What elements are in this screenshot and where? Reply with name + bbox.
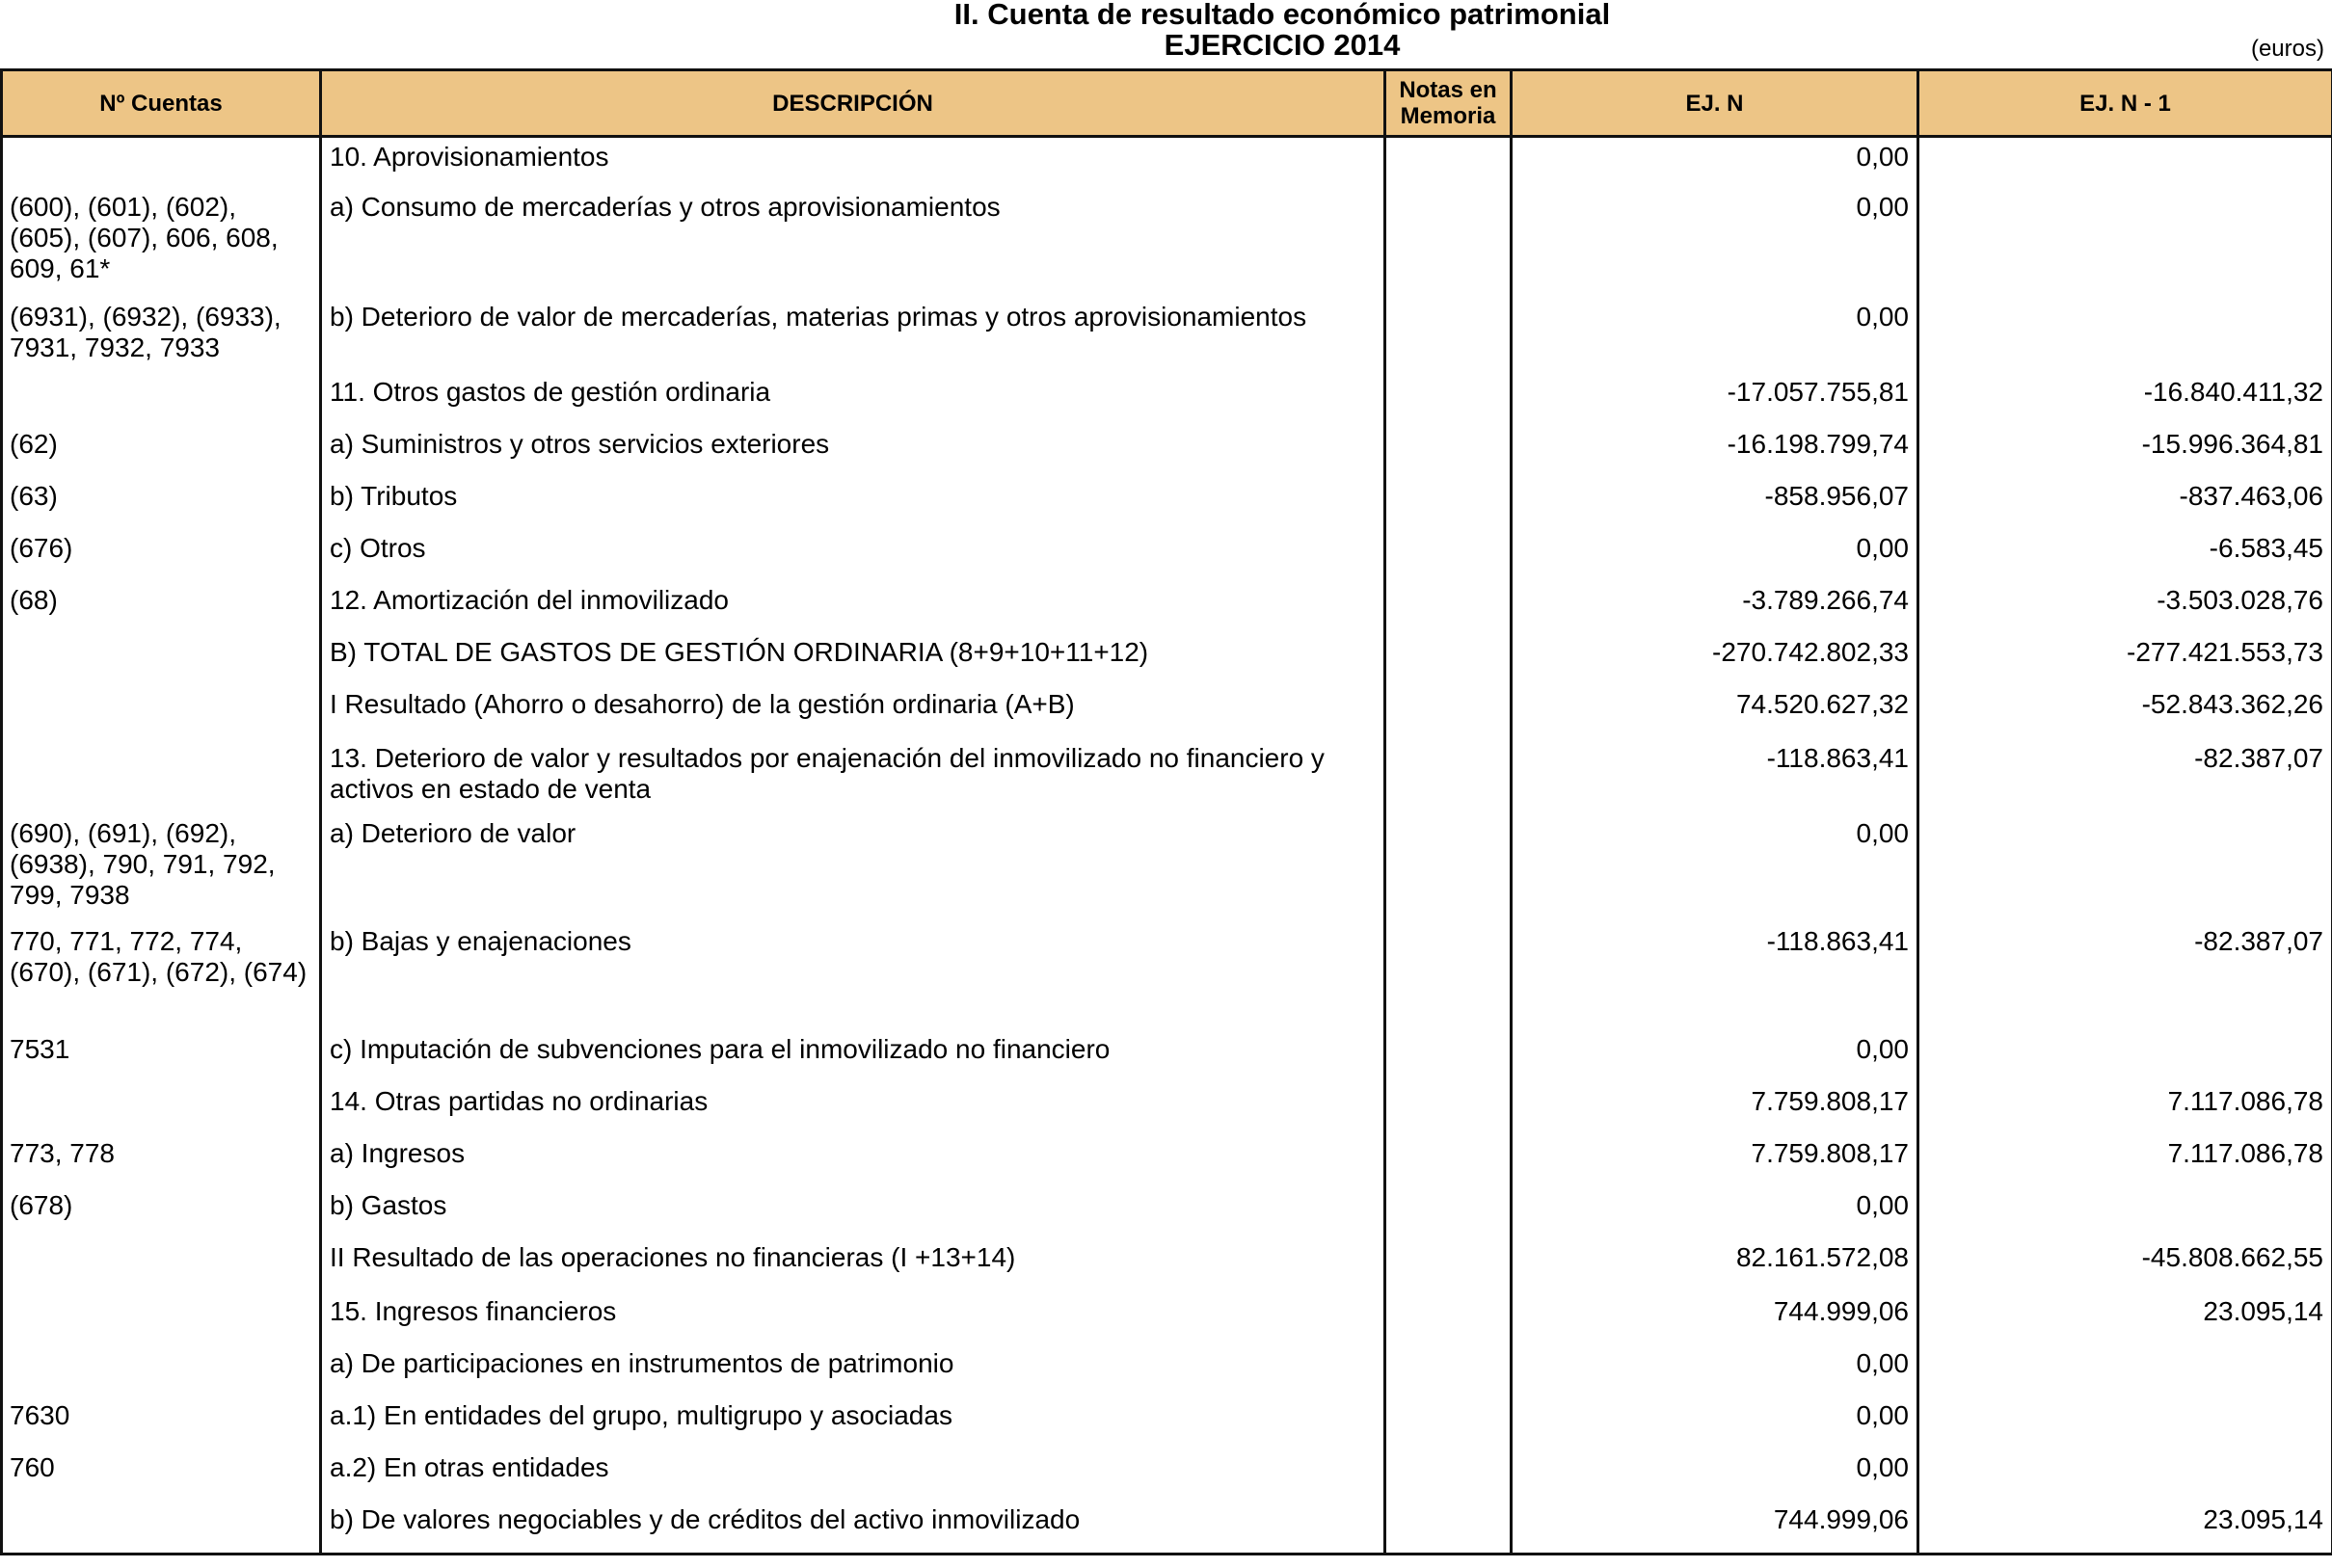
account-codes: (600), (601), (602), (605), (607), 606, 608, 609, 61* (2, 192, 321, 302)
value-previous-year (1918, 1034, 2332, 1086)
table-row (2, 1400, 2332, 1452)
account-codes (2, 637, 321, 689)
value-current-year: -118.863,41 (1512, 743, 1918, 818)
row-notes (1385, 192, 1512, 302)
account-codes (2, 689, 321, 743)
account-codes: 7630 (2, 1400, 321, 1452)
table-row (2, 585, 2332, 637)
value-current-year: -3.789.266,74 (1512, 585, 1918, 637)
account-codes: (68) (2, 585, 321, 637)
row-description: 13. Deterioro de valor y resultados por enajenación del inmovilizado no financiero y activos en estado de venta (321, 743, 1385, 818)
account-codes (2, 1504, 321, 1555)
row-notes (1385, 1242, 1512, 1296)
value-previous-year: -45.808.662,55 (1918, 1242, 2332, 1296)
value-current-year: 0,00 (1512, 1034, 1918, 1086)
table-row (2, 192, 2332, 302)
table-row (2, 377, 2332, 429)
account-codes: (6931), (6932), (6933), 7931, 7932, 7933 (2, 302, 321, 377)
value-previous-year: 23.095,14 (1918, 1296, 2332, 1348)
account-codes: 770, 771, 772, 774, (670), (671), (672), (674) (2, 926, 321, 1034)
column-header-notes: Notas en Memoria (1385, 70, 1512, 137)
value-current-year: 0,00 (1512, 1348, 1918, 1400)
value-current-year: -270.742.802,33 (1512, 637, 1918, 689)
value-previous-year: -82.387,07 (1918, 743, 2332, 818)
value-previous-year: -82.387,07 (1918, 926, 2332, 1034)
row-description: a) Ingresos (321, 1138, 1385, 1190)
row-description: b) Gastos (321, 1190, 1385, 1242)
report-subtitle: EJERCICIO 2014 (1164, 28, 1401, 62)
table-row (2, 1242, 2332, 1296)
value-previous-year: -15.996.364,81 (1918, 429, 2332, 481)
value-current-year: -118.863,41 (1512, 926, 1918, 1034)
account-codes: (63) (2, 481, 321, 533)
value-previous-year (1918, 192, 2332, 302)
account-codes (2, 1348, 321, 1400)
row-description: 11. Otros gastos de gestión ordinaria (321, 377, 1385, 429)
row-description: B) TOTAL DE GASTOS DE GESTIÓN ORDINARIA (8+9+10+11+12) (321, 637, 1385, 689)
value-current-year: -17.057.755,81 (1512, 377, 1918, 429)
table-row (2, 1034, 2332, 1086)
value-current-year: 0,00 (1512, 1190, 1918, 1242)
row-notes (1385, 1190, 1512, 1242)
account-codes: 760 (2, 1452, 321, 1504)
value-current-year: 7.759.808,17 (1512, 1086, 1918, 1138)
row-description: a) Deterioro de valor (321, 818, 1385, 926)
value-current-year: 7.759.808,17 (1512, 1138, 1918, 1190)
row-notes (1385, 637, 1512, 689)
value-current-year: 0,00 (1512, 1452, 1918, 1504)
table-row (2, 818, 2332, 926)
value-current-year: 82.161.572,08 (1512, 1242, 1918, 1296)
row-notes (1385, 377, 1512, 429)
account-codes (2, 1296, 321, 1348)
row-notes (1385, 533, 1512, 585)
row-description: 12. Amortización del inmovilizado (321, 585, 1385, 637)
report-title: II. Cuenta de resultado económico patrimonial (953, 0, 1611, 31)
value-current-year: -16.198.799,74 (1512, 429, 1918, 481)
row-description: 15. Ingresos financieros (321, 1296, 1385, 1348)
value-current-year: 0,00 (1512, 1400, 1918, 1452)
row-description: a) De participaciones en instrumentos de patrimonio (321, 1348, 1385, 1400)
row-notes (1385, 481, 1512, 533)
account-codes (2, 1086, 321, 1138)
value-current-year: 0,00 (1512, 818, 1918, 926)
account-codes: 773, 778 (2, 1138, 321, 1190)
value-current-year: 0,00 (1512, 137, 1918, 193)
value-previous-year: 7.117.086,78 (1918, 1138, 2332, 1190)
table-row (2, 1348, 2332, 1400)
value-previous-year: 23.095,14 (1918, 1504, 2332, 1555)
table-row (2, 302, 2332, 377)
row-description: b) Bajas y enajenaciones (321, 926, 1385, 1034)
table-row (2, 926, 2332, 1034)
value-previous-year: -52.843.362,26 (1918, 689, 2332, 743)
value-current-year: 0,00 (1512, 533, 1918, 585)
account-codes: (678) (2, 1190, 321, 1242)
row-description: b) Deterioro de valor de mercaderías, materias primas y otros aprovisionamientos (321, 302, 1385, 377)
account-codes (2, 137, 321, 193)
value-previous-year: -277.421.553,73 (1918, 637, 2332, 689)
row-description: c) Imputación de subvenciones para el inmovilizado no financiero (321, 1034, 1385, 1086)
table-row (2, 1452, 2332, 1504)
value-previous-year (1918, 1348, 2332, 1400)
row-notes (1385, 818, 1512, 926)
table-row (2, 1296, 2332, 1348)
row-notes (1385, 1400, 1512, 1452)
table-row (2, 1504, 2332, 1555)
row-notes (1385, 302, 1512, 377)
account-codes (2, 1242, 321, 1296)
row-description: b) Tributos (321, 481, 1385, 533)
table-header-row (2, 70, 2332, 137)
table-row (2, 637, 2332, 689)
row-notes (1385, 1296, 1512, 1348)
table-row (2, 429, 2332, 481)
results-table (0, 68, 2332, 1555)
table-row (2, 1086, 2332, 1138)
table-row (2, 1190, 2332, 1242)
row-notes (1385, 1138, 1512, 1190)
value-previous-year: -837.463,06 (1918, 481, 2332, 533)
row-notes (1385, 585, 1512, 637)
table-body (2, 137, 2332, 1555)
value-previous-year: -6.583,45 (1918, 533, 2332, 585)
row-notes (1385, 137, 1512, 193)
account-codes: 7531 (2, 1034, 321, 1086)
column-header-description: DESCRIPCIÓN (321, 70, 1385, 137)
row-description: I Resultado (Ahorro o desahorro) de la gestión ordinaria (A+B) (321, 689, 1385, 743)
row-description: 10. Aprovisionamientos (321, 137, 1385, 193)
value-previous-year (1918, 302, 2332, 377)
column-header-current-year: EJ. N (1512, 70, 1918, 137)
row-description: a) Consumo de mercaderías y otros aprovisionamientos (321, 192, 1385, 302)
row-description: b) De valores negociables y de créditos del activo inmovilizado (321, 1504, 1385, 1555)
row-notes (1385, 689, 1512, 743)
account-codes: (676) (2, 533, 321, 585)
value-current-year: 0,00 (1512, 302, 1918, 377)
row-notes (1385, 429, 1512, 481)
row-notes (1385, 1348, 1512, 1400)
row-description: a.1) En entidades del grupo, multigrupo y asociadas (321, 1400, 1385, 1452)
row-description: a) Suministros y otros servicios exteriores (321, 429, 1385, 481)
row-notes (1385, 1504, 1512, 1555)
value-previous-year (1918, 1400, 2332, 1452)
account-codes (2, 377, 321, 429)
value-previous-year (1918, 1190, 2332, 1242)
table-row (2, 137, 2332, 193)
units-label: (euros) (2250, 36, 2324, 62)
table-row (2, 481, 2332, 533)
table-row (2, 533, 2332, 585)
row-notes (1385, 1452, 1512, 1504)
table-row (2, 689, 2332, 743)
value-current-year: 0,00 (1512, 192, 1918, 302)
value-previous-year: 7.117.086,78 (1918, 1086, 2332, 1138)
account-codes (2, 743, 321, 818)
column-header-accounts: Nº Cuentas (2, 70, 321, 137)
row-notes (1385, 743, 1512, 818)
value-current-year: 74.520.627,32 (1512, 689, 1918, 743)
row-description: a.2) En otras entidades (321, 1452, 1385, 1504)
row-notes (1385, 1034, 1512, 1086)
table-row (2, 1138, 2332, 1190)
row-description: 14. Otras partidas no ordinarias (321, 1086, 1385, 1138)
table-row (2, 743, 2332, 818)
row-notes (1385, 926, 1512, 1034)
row-description: II Resultado de las operaciones no financieras (I +13+14) (321, 1242, 1385, 1296)
value-current-year: -858.956,07 (1512, 481, 1918, 533)
column-header-previous-year: EJ. N - 1 (1918, 70, 2332, 137)
value-current-year: 744.999,06 (1512, 1504, 1918, 1555)
row-description: c) Otros (321, 533, 1385, 585)
value-previous-year (1918, 137, 2332, 193)
value-previous-year (1918, 1452, 2332, 1504)
account-codes: (62) (2, 429, 321, 481)
value-previous-year: -16.840.411,32 (1918, 377, 2332, 429)
value-previous-year: -3.503.028,76 (1918, 585, 2332, 637)
value-current-year: 744.999,06 (1512, 1296, 1918, 1348)
row-notes (1385, 1086, 1512, 1138)
value-previous-year (1918, 818, 2332, 926)
account-codes: (690), (691), (692), (6938), 790, 791, 792, 799, 7938 (2, 818, 321, 926)
